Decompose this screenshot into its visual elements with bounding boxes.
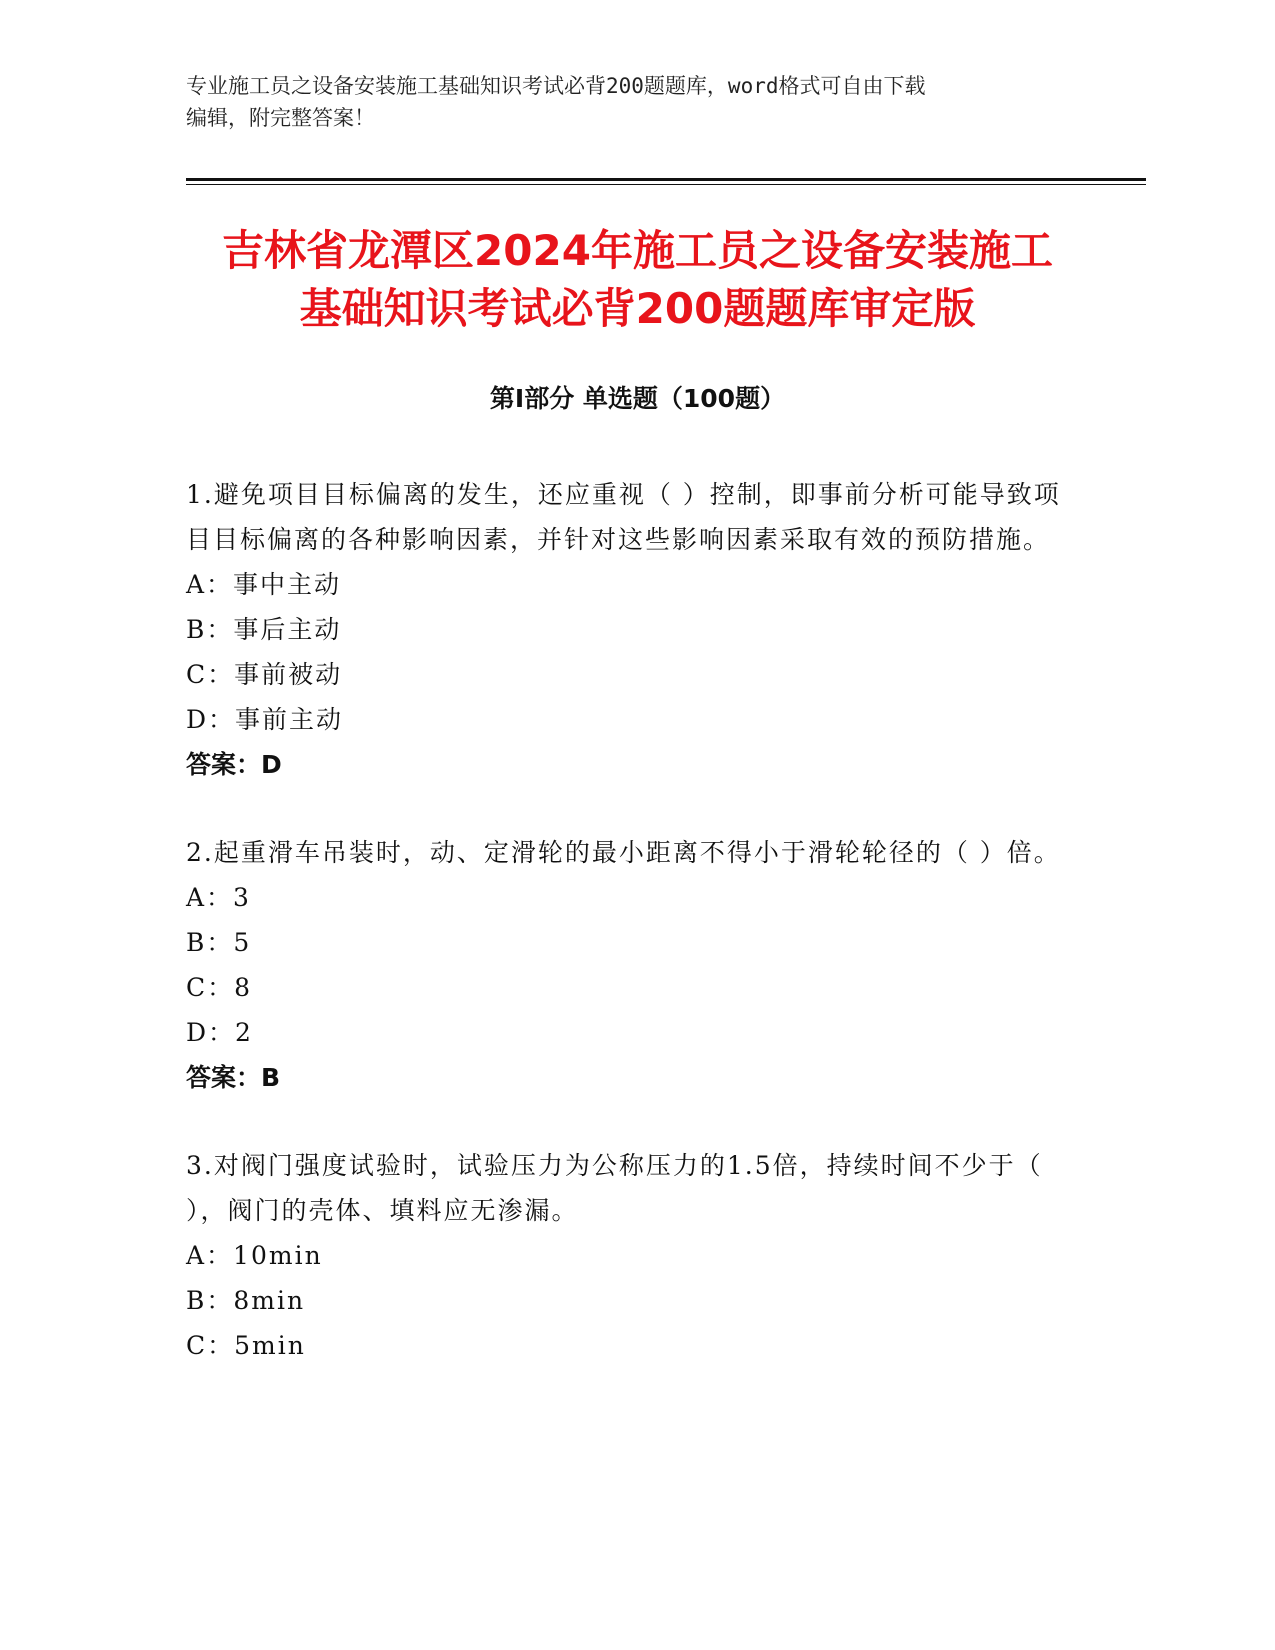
answer: 答案：D <box>186 750 282 779</box>
question-2 <box>186 830 1066 1100</box>
header-line-2: 编辑，附完整答案！ <box>186 106 375 130</box>
question-list <box>186 472 1066 1411</box>
question-1 <box>186 472 1066 787</box>
answer: 答案：B <box>186 1063 281 1092</box>
title-line-2: 基础知识考试必背200题题库审定版 <box>299 284 976 333</box>
title-line-1: 吉林省龙潭区2024年施工员之设备安装施工 <box>222 226 1053 275</box>
option-c: C：8 <box>186 973 253 1002</box>
option-d: D：2 <box>186 1018 253 1047</box>
question-3 <box>186 1143 1066 1368</box>
option-a: A：3 <box>186 883 251 912</box>
option-d: D：事前主动 <box>186 705 344 734</box>
question-stem: 2.起重滑车吊装时，动、定滑轮的最小距离不得小于滑轮轮径的（ ）倍。 <box>186 838 1061 867</box>
question-stem: 3.对阀门强度试验时，试验压力为公称压力的1.5倍，持续时间不少于（ ），阀门的壳体、填料应无渗漏。 <box>186 1151 1043 1225</box>
option-b: B：事后主动 <box>186 615 342 644</box>
question-stem: 1.避免项目目标偏离的发生，还应重视（ ）控制，即事前分析可能导致项目目标偏离的各种影响因素，并针对这些影响因素采取有效的预防措施。 <box>186 480 1061 554</box>
document-title <box>150 222 1125 338</box>
option-a: A：10min <box>186 1241 323 1270</box>
header-line-1: 专业施工员之设备安装施工基础知识考试必背200题题库，word格式可自由下载 <box>186 74 926 98</box>
option-b: B：5 <box>186 928 252 957</box>
header-rule-thin <box>186 184 1146 185</box>
option-c: C：5min <box>186 1331 306 1360</box>
option-a: A：事中主动 <box>186 570 342 599</box>
option-b: B：8min <box>186 1286 306 1315</box>
header-rule-thick <box>186 178 1146 181</box>
option-c: C：事前被动 <box>186 660 343 689</box>
section-heading: 第Ⅰ部分 单选题（100题） <box>489 384 786 413</box>
page-header <box>186 70 1066 134</box>
